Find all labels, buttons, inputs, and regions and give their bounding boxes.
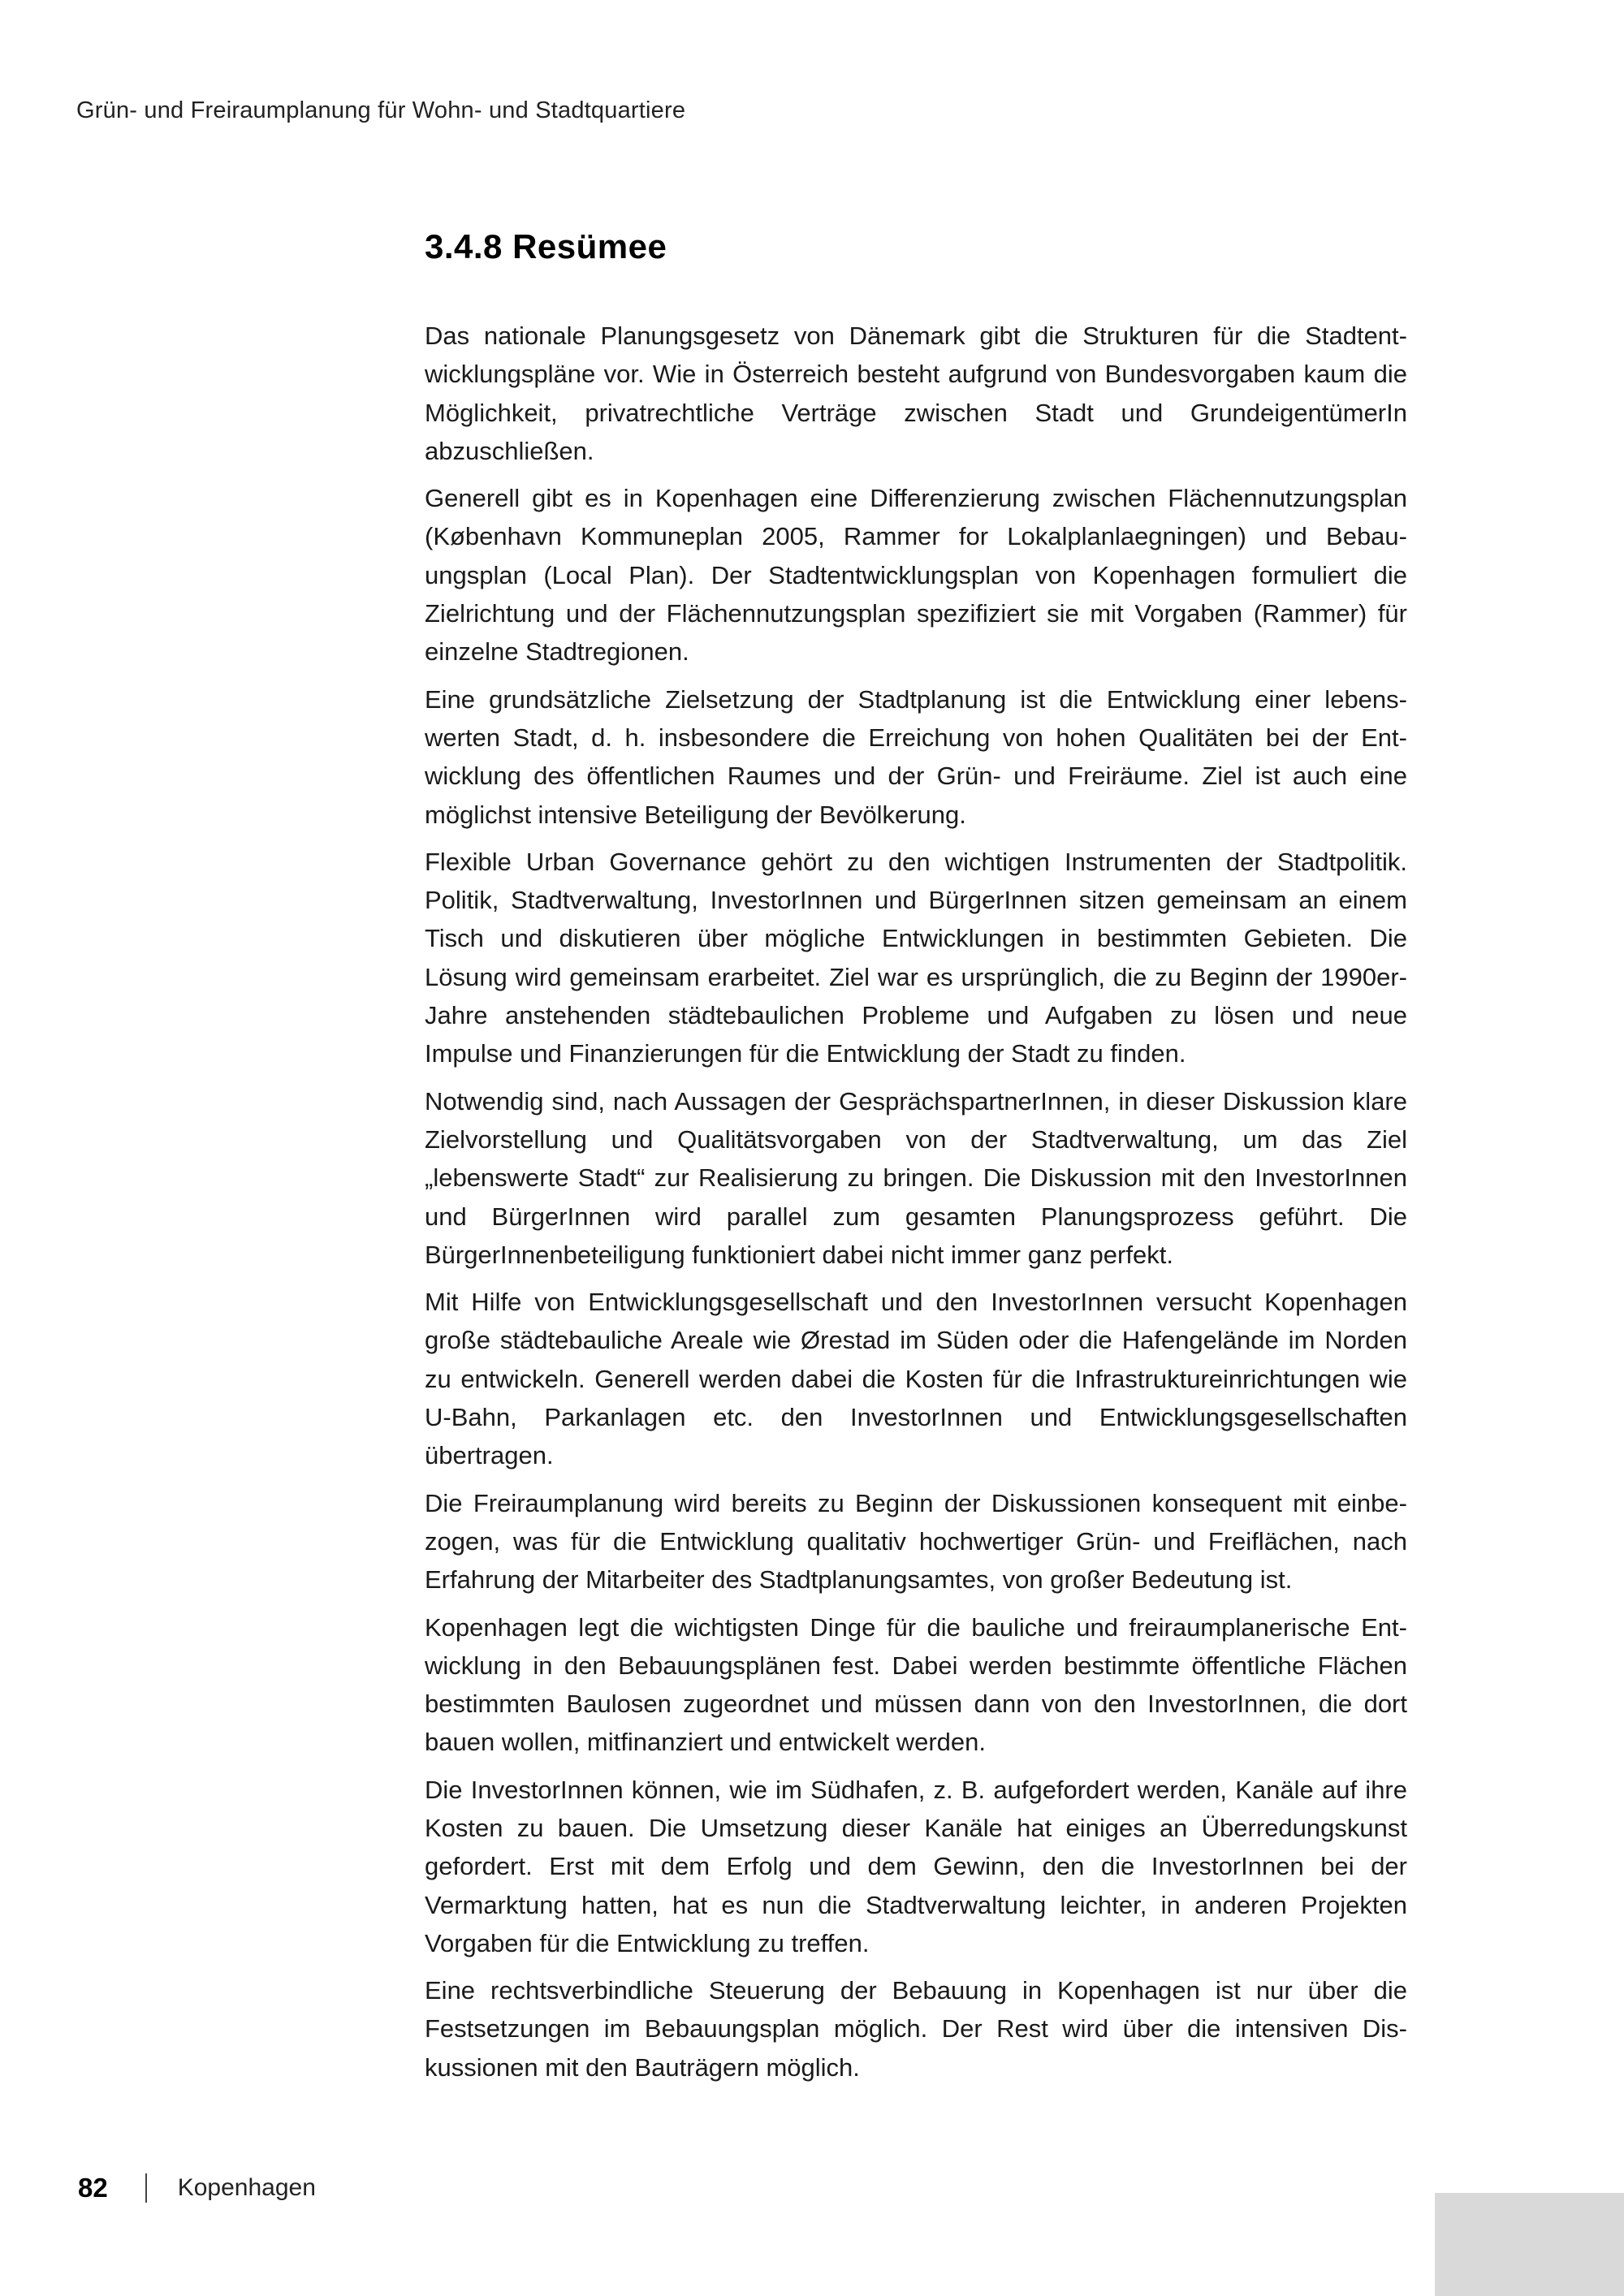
running-header: Grün- und Freiraumplanung für Wohn- und Stadtquartiere — [76, 97, 686, 123]
paragraph-7: Die Freiraumplanung wird bereits zu Beginn der Diskussionen konsequent mit einbezogen, was für die Entwicklung qualitativ hochwertiger Grün- und Freiflächen, nach Erfahrung der Mitarbeiter des Stadtplanungsamtes, von großer Bedeutung ist. — [425, 1488, 1407, 1595]
footer-chapter-label: Kopenhagen — [177, 2174, 316, 2201]
paragraph-8: Kopenhagen legt die wichtigsten Dinge für die bauliche und freiraumplanerische Entwicklung in den Bebauungsplänen fest. Dabei werden bestimmte öffentliche Flächen bestimmten Baulosen zugeordnet und müssen dann von den InvestorInnen, die dort bauen wollen, mitfinanziert und entwickelt werden. — [425, 1612, 1407, 1757]
section-title: 3.4.8 Resümee — [425, 227, 667, 265]
page-number: 82 — [78, 2173, 108, 2203]
paragraph-6: Mit Hilfe von Entwicklungsgesellschaft und den InvestorInnen versucht Kopenhagen große städtebauliche Areale wie Ørestad im Süden oder die Hafengelände im Norden zu entwickeln. Generell werden dabei die Kosten für die Infrastruktureinrichtungen wie U-Bahn, Parkanlagen etc. den InvestorInnen und Entwicklungsgesellschaften übertragen. — [425, 1288, 1407, 1470]
page-corner-tab — [1435, 2193, 1624, 2296]
paragraph-2: Generell gibt es in Kopenhagen eine Differenzierung zwischen Flächennutzungsplan (København Kommuneplan 2005, Rammer for Lokalplanlaegningen) und Bebauungsplan (Local Plan). Der Stadtentwicklungsplan von Kopenhagen formuliert die Zielrichtung und der Flächennutzungsplan spezifiziert sie mit Vorgaben (Rammer) für einzelne Stadtregionen. — [425, 484, 1407, 667]
paragraph-5: Notwendig sind, nach Aussagen der GesprächspartnerInnen, in dieser Diskussion klare Zielvorstellung und Qualitätsvorgaben von der Stadtverwaltung, um das Ziel „lebenswerte Stadt“ zur Realisierung zu bringen. Die Diskussion mit den InvestorInnen und BürgerInnen wird parallel zum gesamten Planungsprozess geführt. Die BürgerInnenbeteiligung funktioniert dabei nicht immer ganz perfekt. — [425, 1086, 1407, 1269]
paragraph-4: Flexible Urban Governance gehört zu den wichtigen Instrumenten der Stadtpolitik. Politik, Stadtverwaltung, InvestorInnen und BürgerInnen sitzen gemeinsam an einem Tisch und diskutieren über mögliche Entwicklungen in bestimmten Gebieten. Die Lösung wird gemeinsam erarbeitet. Ziel war es ursprünglich, die zu Beginn der 1990er- Jahre anstehenden städtebaulichen Probleme und Aufgaben zu lösen und neue Impulse und Finanzierungen für die Entwicklung der Stadt zu finden. — [425, 847, 1407, 1068]
page-footer — [78, 2168, 316, 2208]
paragraph-3: Eine grundsätzliche Zielsetzung der Stadtplanung ist die Entwicklung einer lebenswerten Stadt, d. h. insbesondere die Erreichung von hohen Qualitäten bei der Entwicklung des öffentlichen Raumes und der Grün- und Freiräume. Ziel ist auch eine möglichst intensive Beteiligung der Bevölkerung. — [425, 684, 1407, 829]
section-body — [425, 317, 1407, 2095]
footer-divider — [145, 2173, 147, 2203]
paragraph-1: Das nationale Planungsgesetz von Dänemark gibt die Strukturen für die Stadtentwicklungspläne vor. Wie in Österreich besteht aufgrund von Bundesvorgaben kaum die Möglichkeit, privatrechtliche Verträge zwischen Stadt und GrundeigentümerIn abzuschließen. — [425, 322, 1407, 465]
paragraph-10: Eine rechtsverbindliche Steuerung der Bebauung in Kopenhagen ist nur über die Festsetzungen im Bebauungsplan möglich. Der Rest wird über die intensiven Diskussionen mit den Bauträgern möglich. — [425, 1976, 1407, 2082]
paragraph-9: Die InvestorInnen können, wie im Südhafen, z. B. aufgefordert werden, Kanäle auf ihre Kosten zu bauen. Die Umsetzung dieser Kanäle hat einiges an Überredungskunst gefordert. Erst mit dem Erfolg und dem Gewinn, den die InvestorInnen bei der Vermarktung hatten, hat es nun die Stadtverwaltung leichter, in anderen Projekten Vorgaben für die Entwicklung zu treffen. — [425, 1775, 1407, 1957]
